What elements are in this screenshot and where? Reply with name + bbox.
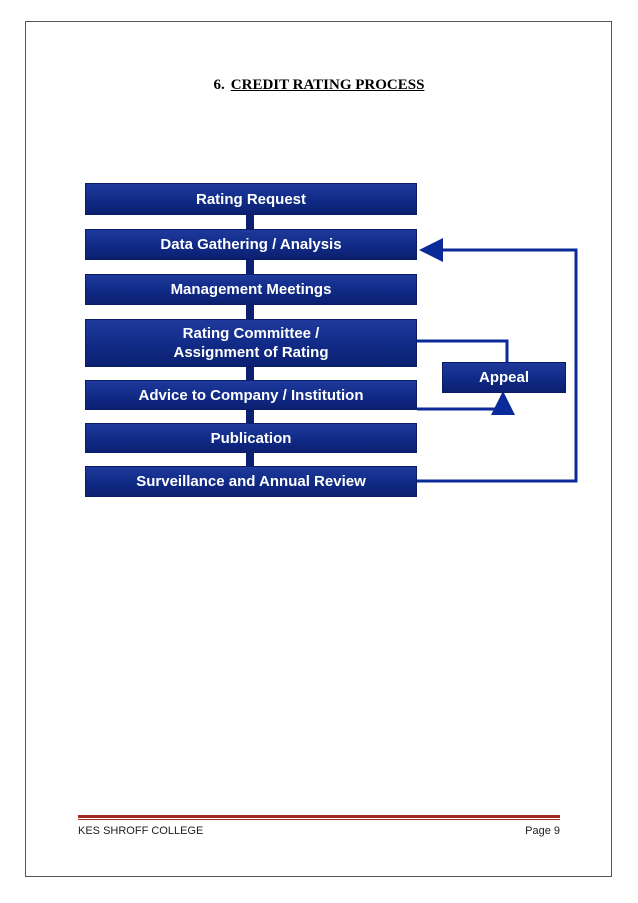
appeal-box [442,362,566,393]
step-rating-request [85,183,417,215]
step-connector [246,304,254,320]
step-label: Management Meetings [170,281,332,298]
step-rating-committee [85,319,417,367]
step-label: Rating Request [195,190,306,208]
step-data-gathering [85,229,417,260]
step-publication [85,423,417,453]
step-connector [246,452,254,467]
footer-rule-thin [78,819,560,820]
step-label-line1: Rating Committee / [182,325,320,342]
section-number: 6. [213,77,225,93]
section-title: CREDIT RATING PROCESS [230,77,425,93]
footer-page-number: Page 9 [525,825,560,837]
footer-rule [78,815,560,818]
step-connector [246,409,254,424]
appeal-label: Appeal [478,369,529,386]
advice-to-appeal-arrow [417,397,503,409]
step-connector [246,214,254,230]
step-label: Surveillance and Annual Review [136,473,366,490]
step-label: Advice to Company / Institution [138,386,364,404]
step-management-meetings [85,274,417,305]
step-advice-to-company [85,380,417,410]
step-label: Publication [210,429,292,447]
committee-to-appeal-line [417,341,507,362]
step-label: Data Gathering / Analysis [160,236,342,253]
step-connector [246,259,254,275]
step-surveillance-review [85,466,417,497]
footer-college-name: KES SHROFF COLLEGE [78,825,204,837]
step-label-line2: Assignment of Rating [173,344,329,361]
